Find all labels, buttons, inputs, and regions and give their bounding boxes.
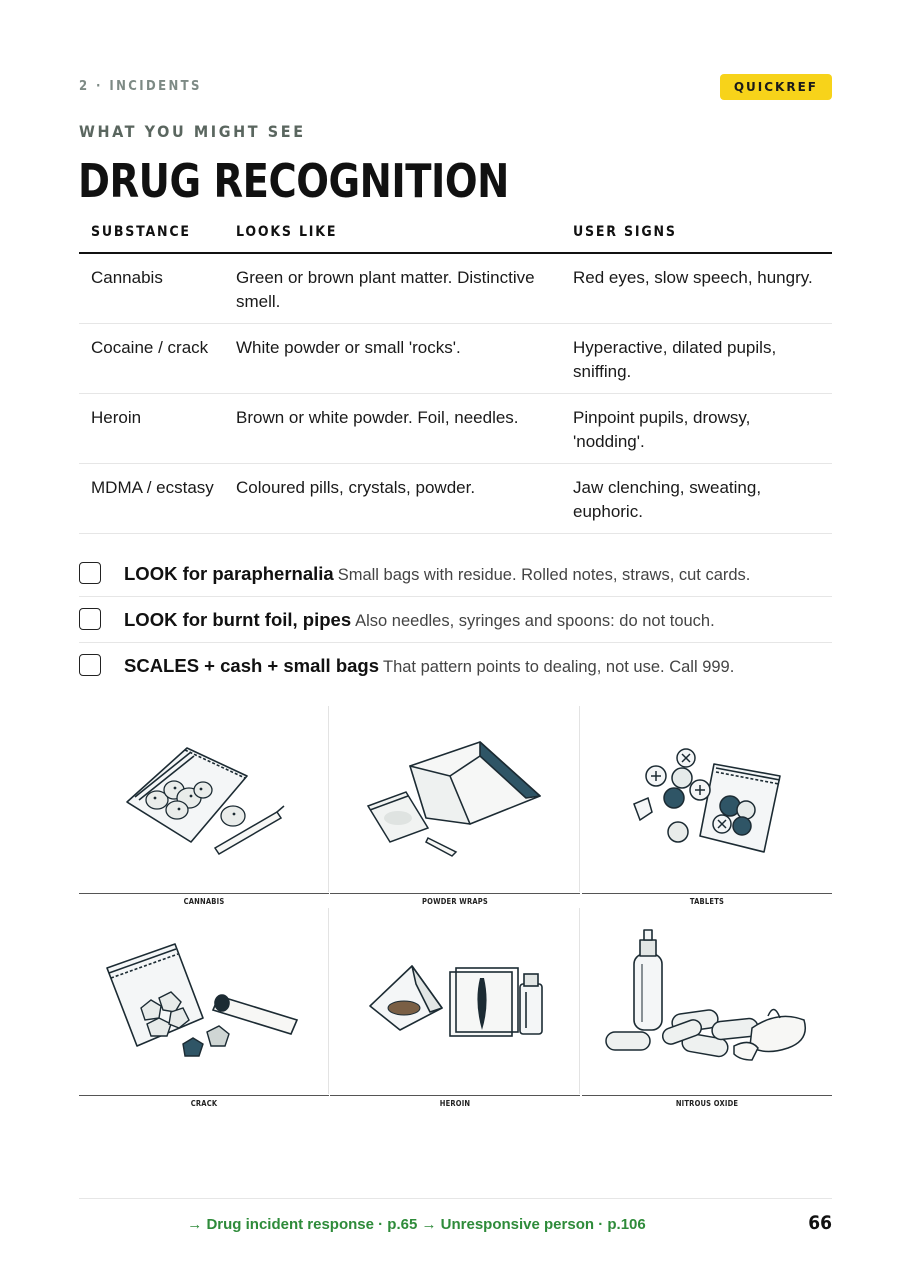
substance-cell: Cannabis	[79, 253, 224, 323]
checkbox[interactable]	[79, 654, 101, 676]
illustration-tile	[582, 706, 832, 908]
substance-cell: MDMA / ecstasy	[79, 463, 224, 533]
checklist-detail: That pattern points to dealing, not use. Call 999.	[383, 658, 735, 676]
page-title: DRUG RECOGNITION	[78, 154, 509, 208]
checklist-text	[124, 609, 715, 631]
illustration-caption: NITROUS OXIDE	[675, 1099, 739, 1108]
column-header-substance: SUBSTANCE	[79, 211, 224, 253]
table-row	[79, 323, 832, 393]
checklist-label: SCALES + cash + small bags	[124, 655, 379, 676]
checkbox[interactable]	[79, 562, 101, 584]
illustration-tile	[330, 706, 580, 908]
checklist-item	[79, 597, 832, 643]
user-signs-cell: Pinpoint pupils, drowsy, 'nodding'.	[561, 393, 832, 463]
page-number: 66	[808, 1212, 832, 1234]
illustration-tile	[79, 908, 329, 1110]
drug-recognition-table	[79, 211, 832, 534]
checklist	[79, 551, 832, 689]
column-header-user-signs: USER SIGNS	[561, 211, 832, 253]
substance-cell: Heroin	[79, 393, 224, 463]
table-row	[79, 393, 832, 463]
illustration-caption: CRACK	[190, 1099, 218, 1108]
checklist-label: LOOK for burnt foil, pipes	[124, 609, 352, 630]
tablets-illustration	[582, 706, 832, 892]
cannabis-bag-illustration	[79, 706, 329, 892]
illustration-caption: CANNABIS	[183, 897, 225, 906]
checklist-detail: Also needles, syringes and spoons: do not touch.	[355, 612, 715, 630]
user-signs-cell: Jaw clenching, sweating, euphoric.	[561, 463, 832, 533]
section-tag: 2 · INCIDENTS	[79, 79, 202, 94]
nitrous-canisters-illustration	[582, 908, 832, 1094]
powder-wraps-illustration	[330, 706, 580, 892]
looks-like-cell: White powder or small 'rocks'.	[224, 323, 561, 393]
user-signs-cell: Hyperactive, dilated pupils, sniffing.	[561, 323, 832, 393]
checklist-item	[79, 643, 832, 689]
footer-divider	[79, 1198, 832, 1199]
table-header-row	[79, 211, 832, 253]
illustration-tile	[330, 908, 580, 1110]
looks-like-cell: Brown or white powder. Foil, needles.	[224, 393, 561, 463]
illustration-caption: HEROIN	[439, 1099, 471, 1108]
illustration-tile	[79, 706, 329, 908]
eyebrow-heading: WHAT YOU MIGHT SEE	[79, 122, 306, 141]
quickref-badge: QUICKREF	[720, 74, 832, 100]
table-row	[79, 253, 832, 323]
heroin-foil-illustration	[330, 908, 580, 1094]
checklist-text	[124, 655, 734, 677]
checklist-detail: Small bags with residue. Rolled notes, straws, cut cards.	[337, 566, 751, 584]
looks-like-cell: Green or brown plant matter. Distinctive smell.	[224, 253, 561, 323]
user-signs-cell: Red eyes, slow speech, hungry.	[561, 253, 832, 323]
illustration-caption: TABLETS	[689, 897, 725, 906]
substance-cell: Cocaine / crack	[79, 323, 224, 393]
checklist-label: LOOK for paraphernalia	[124, 563, 334, 584]
illustration-caption: POWDER WRAPS	[422, 897, 488, 906]
checklist-text	[124, 563, 750, 585]
looks-like-cell: Coloured pills, crystals, powder.	[224, 463, 561, 533]
crack-rocks-illustration	[79, 908, 329, 1094]
table-row	[79, 463, 832, 533]
checkbox[interactable]	[79, 608, 101, 630]
page-header	[79, 74, 832, 100]
column-header-looks-like: LOOKS LIKE	[224, 211, 561, 253]
cross-reference-links[interactable]: → Drug incident response · p.65 → Unresponsive person · p.106	[187, 1216, 646, 1233]
checklist-item	[79, 551, 832, 597]
illustration-tile	[582, 908, 832, 1110]
